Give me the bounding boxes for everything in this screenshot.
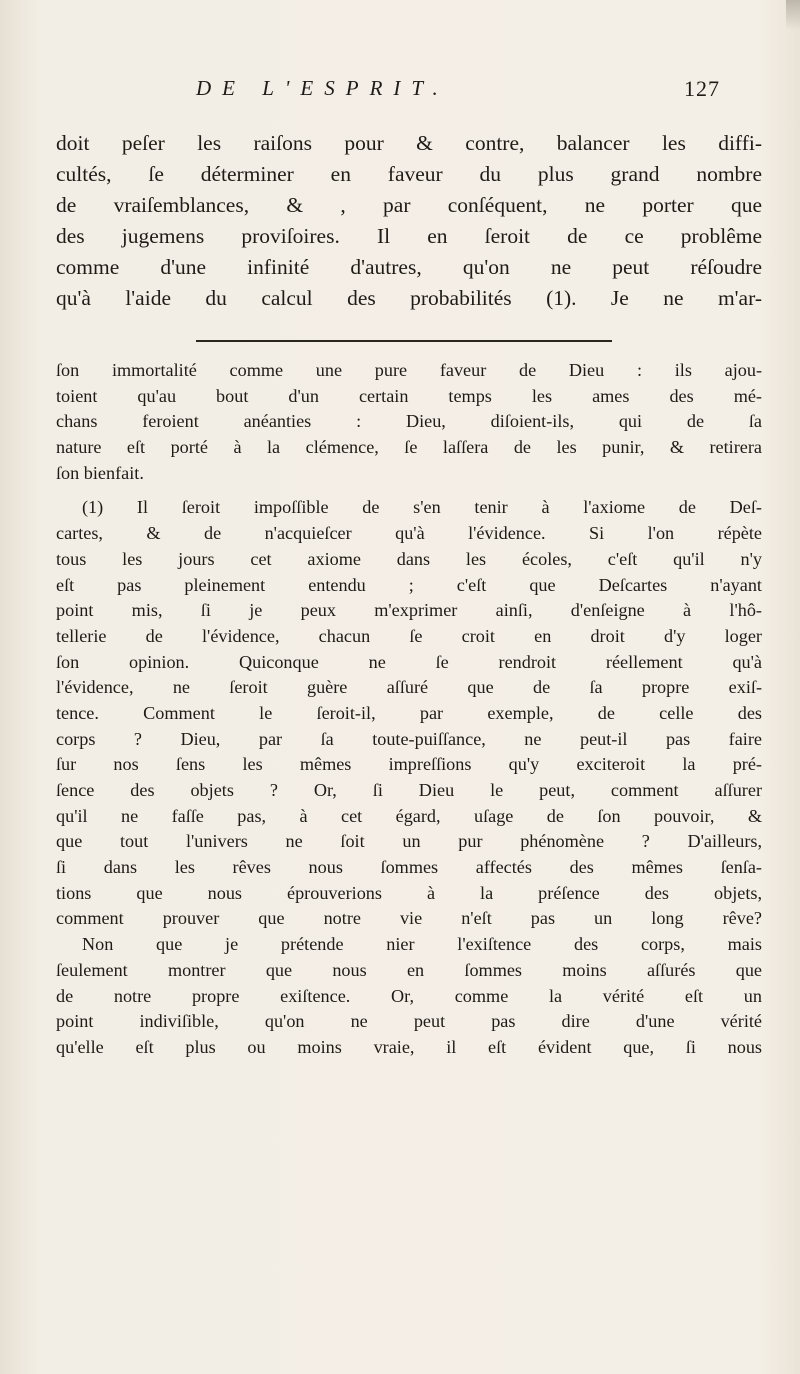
page-number: 127 <box>684 76 720 101</box>
note-line: qu'il ne faſſe pas, à cet égard, uſage de ſon pouvoir, & <box>56 805 762 826</box>
main-text-line: doit peſer les raiſons pour & contre, balancer les diffi- <box>56 131 762 155</box>
footnotes-block <box>56 358 762 1061</box>
note-line: (1) Il ſeroit impoſſible de s'en tenir à l'axiome de Deſ- <box>82 497 762 518</box>
note-line: cartes, & de n'acquieſcer qu'à l'évidence. Si l'on répète <box>56 523 762 544</box>
note-line: point mis, ſi je peux m'exprimer ainſi, d'enſeigne à l'hô- <box>56 600 762 621</box>
main-text-line: de vraiſemblances, & , par conſéquent, ne porter que <box>56 193 762 217</box>
note-line: de notre propre exiſtence. Or, comme la vérité eſt un <box>56 985 762 1006</box>
note-line: eſt pas pleinement entendu ; c'eſt que Deſcartes n'ayant <box>56 574 762 595</box>
note-line: comment prouver que notre vie n'eſt pas un long rêve? <box>56 908 762 929</box>
note-line: ſon bienfait. <box>56 462 144 483</box>
main-text-block <box>56 128 762 314</box>
note-line: ſon opinion. Quiconque ne ſe rendroit réellement qu'à <box>56 651 762 672</box>
main-text-line: des jugemens proviſoires. Il en ſeroit de ce problême <box>56 224 762 248</box>
note-line: nature eſt porté à la clémence, ſe laſſera de les punir, & retirera <box>56 437 762 458</box>
main-text-line: cultés, ſe déterminer en faveur du plus grand nombre <box>56 162 762 186</box>
note-line: ſence des objets ? Or, ſi Dieu le peut, comment aſſurer <box>56 780 762 800</box>
note-line: ſon immortalité comme une pure faveur de Dieu : ils ajou- <box>56 360 762 380</box>
note-line: tellerie de l'évidence, chacun ſe croit en droit d'y loger <box>56 625 762 646</box>
note-line: corps ? Dieu, par ſa toute-puiſſance, ne peut-il pas faire <box>56 728 762 749</box>
footnote-1 <box>56 495 762 1060</box>
main-text-line: qu'à l'aide du calcul des probabilités (1). Je ne m'ar- <box>56 286 762 310</box>
page-edge-shadow <box>786 0 800 30</box>
note-line: tence. Comment le ſeroit-il, par exemple, de celle des <box>56 702 762 723</box>
note-line: tions que nous éprouverions à la préſence des objets, <box>56 882 762 903</box>
note-line: Non que je prétende nier l'exiſtence des corps, mais <box>82 934 762 955</box>
running-title: DE L'ESPRIT. <box>196 76 449 100</box>
note-line: que tout l'univers ne ſoit un pur phénomène ? D'ailleurs, <box>56 831 762 852</box>
note-line: chans feroient anéanties : Dieu, diſoient-ils, qui de ſa <box>56 411 762 432</box>
footnote-continuation <box>56 358 762 486</box>
footnote-separator-rule <box>196 340 612 342</box>
note-line: ſeulement montrer que nous en ſommes moins aſſurés que <box>56 959 762 980</box>
main-text-line: comme d'une infinité d'autres, qu'on ne peut réſoudre <box>56 255 762 279</box>
note-line: ſi dans les rêves nous ſommes affectés des mêmes ſenſa- <box>56 857 762 878</box>
note-line: point indiviſible, qu'on ne peut pas dire d'une vérité <box>56 1011 762 1032</box>
note-line: toient qu'au bout d'un certain temps les ames des mé- <box>56 385 762 406</box>
note-line: tous les jours cet axiome dans les écoles, c'eſt qu'il n'y <box>56 548 762 569</box>
note-line: l'évidence, ne ſeroit guère aſſuré que de ſa propre exiſ- <box>56 677 762 698</box>
note-line: ſur nos ſens les mêmes impreſſions qu'y exciteroit la pré- <box>56 754 762 775</box>
note-line: qu'elle eſt plus ou moins vraie, il eſt évident que, ſi nous <box>56 1036 762 1057</box>
